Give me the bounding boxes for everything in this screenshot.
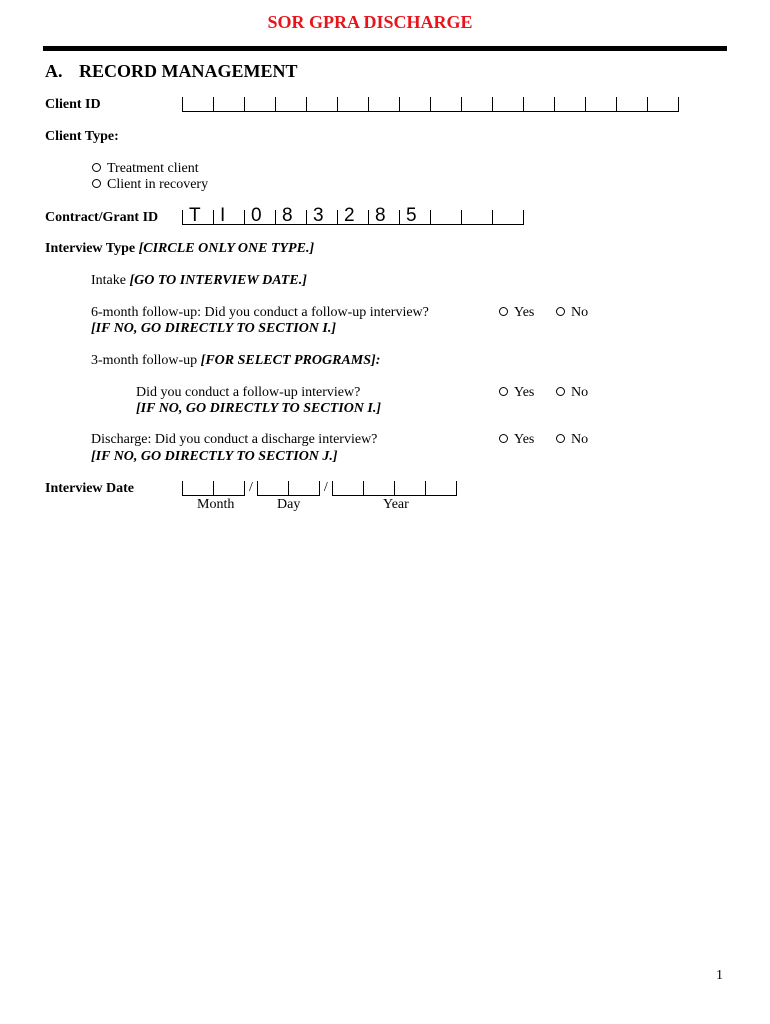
client-id-box[interactable] bbox=[461, 97, 492, 112]
client-id-box[interactable] bbox=[306, 97, 337, 112]
radio-button-icon[interactable] bbox=[499, 307, 508, 316]
month-digit-box[interactable] bbox=[182, 481, 213, 496]
radio-button-icon[interactable] bbox=[556, 434, 565, 443]
no-label: No bbox=[571, 385, 589, 400]
client-id-box[interactable] bbox=[213, 97, 244, 112]
discharge-question[interactable] bbox=[91, 432, 377, 448]
contract-grant-id-character: T bbox=[189, 205, 201, 226]
year-digit-box[interactable] bbox=[425, 481, 457, 496]
contract-grant-id-box[interactable] bbox=[461, 210, 492, 225]
section-heading bbox=[45, 61, 298, 82]
yes-label: Yes bbox=[514, 432, 535, 447]
client-id-box[interactable] bbox=[616, 97, 647, 112]
section-number: A. bbox=[45, 61, 63, 81]
contract-grant-id-character: 3 bbox=[313, 205, 324, 226]
contract-grant-id-character: 5 bbox=[406, 205, 417, 226]
radio-button-icon[interactable] bbox=[92, 179, 101, 188]
three-month-option[interactable] bbox=[91, 353, 380, 369]
contract-grant-id-box[interactable] bbox=[399, 205, 430, 226]
contract-grant-id-box[interactable] bbox=[244, 205, 275, 226]
client-id-field[interactable] bbox=[182, 96, 679, 112]
no-label: No bbox=[571, 432, 589, 447]
month-caption: Month bbox=[197, 497, 235, 512]
client-type-option-treatment[interactable] bbox=[92, 161, 199, 177]
date-separator: / bbox=[249, 480, 253, 495]
three-month-instruction: [FOR SELECT PROGRAMS]: bbox=[200, 353, 381, 368]
six-month-question[interactable]: 6-month follow-up: Did you conduct a follow-up interview? bbox=[91, 305, 429, 320]
radio-button-icon[interactable] bbox=[499, 434, 508, 443]
client-id-box[interactable] bbox=[244, 97, 275, 112]
year-digit-box[interactable] bbox=[394, 481, 425, 496]
year-digit-box[interactable] bbox=[332, 481, 363, 496]
intake-label: Intake bbox=[91, 273, 126, 288]
client-id-box[interactable] bbox=[182, 97, 213, 112]
intake-option[interactable] bbox=[91, 273, 307, 289]
page-number: 1 bbox=[716, 968, 723, 983]
client-id-box[interactable] bbox=[399, 97, 430, 112]
client-id-box[interactable] bbox=[275, 97, 306, 112]
three-month-yes[interactable] bbox=[499, 385, 534, 401]
interview-type-heading bbox=[45, 241, 314, 257]
client-id-box[interactable] bbox=[430, 97, 461, 112]
interview-type-instruction: [CIRCLE ONLY ONE TYPE.] bbox=[138, 241, 315, 256]
three-month-no[interactable] bbox=[556, 385, 588, 401]
six-month-no[interactable] bbox=[556, 305, 588, 321]
discharge-no[interactable] bbox=[556, 432, 588, 448]
client-type-option-recovery[interactable] bbox=[92, 177, 208, 193]
contract-grant-id-character: I bbox=[220, 205, 226, 226]
three-month-question: Did you conduct a follow-up interview? bbox=[136, 385, 361, 400]
client-type-option-label: Client in recovery bbox=[107, 177, 209, 192]
client-id-box[interactable] bbox=[554, 97, 585, 112]
radio-button-icon[interactable] bbox=[556, 387, 565, 396]
interview-type-label: Interview Type bbox=[45, 241, 136, 256]
radio-button-icon[interactable] bbox=[92, 163, 101, 172]
client-id-label: Client ID bbox=[45, 97, 101, 112]
day-caption: Day bbox=[277, 497, 301, 512]
no-label: No bbox=[571, 305, 589, 320]
interview-date-field[interactable] bbox=[182, 480, 457, 496]
contract-grant-id-field[interactable] bbox=[182, 205, 524, 226]
client-type-label: Client Type: bbox=[45, 129, 119, 144]
contract-grant-id-box[interactable] bbox=[213, 205, 244, 226]
date-separator: / bbox=[323, 480, 328, 495]
contract-grant-id-character: 8 bbox=[282, 205, 293, 226]
client-id-box[interactable] bbox=[523, 97, 554, 112]
yes-label: Yes bbox=[514, 385, 535, 400]
contract-grant-id-box[interactable] bbox=[337, 205, 368, 226]
contract-grant-id-box[interactable] bbox=[492, 210, 524, 225]
client-type-option-label: Treatment client bbox=[107, 161, 199, 176]
discharge-yes[interactable] bbox=[499, 432, 534, 448]
client-id-box[interactable] bbox=[337, 97, 368, 112]
client-id-box[interactable] bbox=[647, 97, 679, 112]
contract-grant-id-character: 8 bbox=[375, 205, 386, 226]
contract-grant-id-box[interactable] bbox=[368, 205, 399, 226]
contract-grant-id-box[interactable] bbox=[430, 210, 461, 225]
section-title: RECORD MANAGEMENT bbox=[79, 61, 298, 81]
client-id-box[interactable] bbox=[492, 97, 523, 112]
client-id-box[interactable] bbox=[585, 97, 616, 112]
contract-grant-id-label: Contract/Grant ID bbox=[45, 210, 159, 225]
year-caption: Year bbox=[383, 497, 409, 512]
radio-button-icon[interactable] bbox=[556, 307, 565, 316]
contract-grant-id-box[interactable] bbox=[182, 205, 213, 226]
three-month-label: 3-month follow-up bbox=[91, 353, 198, 368]
discharge-question-text: : Did you conduct a discharge interview? bbox=[147, 432, 378, 447]
discharge-instruction: [IF NO, GO DIRECTLY TO SECTION J.] bbox=[91, 449, 338, 464]
client-id-box[interactable] bbox=[368, 97, 399, 112]
year-digit-box[interactable] bbox=[363, 481, 394, 496]
interview-date-label: Interview Date bbox=[45, 481, 135, 496]
contract-grant-id-box[interactable] bbox=[306, 205, 337, 226]
header-rule bbox=[43, 46, 727, 51]
month-digit-box[interactable] bbox=[213, 481, 245, 496]
yes-label: Yes bbox=[514, 305, 535, 320]
contract-grant-id-character: 2 bbox=[344, 205, 355, 226]
day-digit-box[interactable] bbox=[288, 481, 320, 496]
six-month-yes[interactable] bbox=[499, 305, 534, 321]
contract-grant-id-character: 0 bbox=[251, 205, 262, 226]
intake-instruction: [GO TO INTERVIEW DATE.] bbox=[129, 273, 307, 288]
discharge-label: Discharge bbox=[91, 432, 148, 447]
document-title: SOR GPRA DISCHARGE bbox=[267, 12, 473, 32]
three-month-question-instruction: [IF NO, GO DIRECTLY TO SECTION I.] bbox=[136, 401, 382, 416]
six-month-instruction: [IF NO, GO DIRECTLY TO SECTION I.] bbox=[91, 321, 337, 336]
day-digit-box[interactable] bbox=[257, 481, 288, 496]
radio-button-icon[interactable] bbox=[499, 387, 508, 396]
contract-grant-id-box[interactable] bbox=[275, 205, 306, 226]
